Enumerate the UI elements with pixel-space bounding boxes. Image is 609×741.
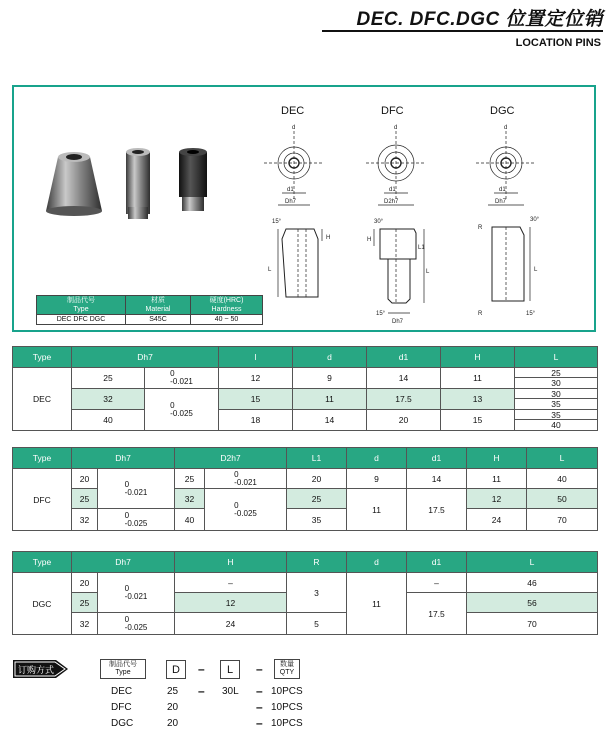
svg-text:d: d — [394, 125, 398, 131]
svg-text:H: H — [326, 235, 331, 241]
svg-text:L: L — [268, 267, 272, 273]
svg-text:Dh7: Dh7 — [495, 199, 507, 205]
drawing-label-dgc: DGC — [490, 105, 515, 117]
dfc-technical-drawing — [354, 121, 454, 331]
order-qty-box: 数量 QTY — [274, 659, 300, 679]
dgc-photo — [179, 148, 207, 211]
tolerance: 0 -0.025 — [98, 509, 175, 531]
svg-text:30°: 30° — [530, 217, 540, 223]
svg-text:L1: L1 — [418, 245, 425, 251]
svg-text:d: d — [504, 125, 508, 131]
dfc-photo — [126, 148, 150, 219]
order-badge: 订购方式 — [12, 658, 70, 680]
drawing-label-dec: DEC — [281, 105, 305, 117]
title-rule — [322, 30, 603, 32]
svg-text:15°: 15° — [526, 311, 536, 317]
dec-technical-drawing — [254, 121, 344, 331]
tolerance: 0 -0.021 — [98, 573, 175, 613]
spec-material: S45C — [126, 315, 191, 325]
svg-text:d: d — [292, 125, 296, 131]
svg-text:30°: 30° — [374, 219, 384, 225]
dgc-technical-drawing — [464, 121, 564, 331]
product-figure-panel — [12, 85, 596, 332]
dgc-dimension-table: Type Dh7 H R d d1 L DGC 20 0 -0.021 – 3 11 – 46 25 12 17.5 56 32 0 -0.025 24 5 70 — [12, 551, 598, 635]
svg-text:15°: 15° — [272, 219, 282, 225]
table-cell: 25 — [72, 368, 145, 389]
tolerance: 0 -0.025 — [205, 489, 287, 531]
product-photos — [44, 147, 244, 247]
dec-photo — [46, 152, 102, 216]
svg-text:L: L — [534, 267, 538, 273]
ordering-example: 订购方式 制品代号 Type D – L – 数量 QTY DEC 25 – 30L – 10PCS DFC 20 – 10PCS DGC 20 – 10PCS — [12, 655, 342, 735]
spec-type: DEC DFC DGC — [37, 315, 126, 325]
tolerance: 0 -0.025 — [145, 389, 219, 431]
svg-text:d1: d1 — [389, 187, 396, 193]
dec-dimension-table: Type Dh7 l d d1 H L DEC 25 0 -0.021 12 9 14 11 25 30 32 0 -0.025 15 11 17.5 13 30 35 40 18 14 20 15 35 40 — [12, 346, 598, 431]
tolerance: 0 -0.025 — [98, 613, 175, 635]
svg-text:D2h7: D2h7 — [384, 199, 399, 205]
material-spec-table: 制品代号 Type 材质 Material 硬度(HRC) Hardness DEC DFC DGC S45C 40 ~ 50 — [36, 295, 263, 325]
svg-text:15°: 15° — [376, 311, 386, 317]
order-type-box: 制品代号 Type — [100, 659, 146, 679]
dfc-type: DFC — [13, 469, 72, 531]
svg-text:d1: d1 — [287, 187, 294, 193]
svg-text:R: R — [478, 311, 483, 317]
dec-type: DEC — [13, 368, 72, 431]
svg-text:Dh7: Dh7 — [285, 199, 297, 205]
page-subtitle: LOCATION PINS — [515, 37, 601, 49]
dgc-type: DGC — [13, 573, 72, 635]
tolerance: 0 -0.021 — [205, 469, 287, 489]
page-title: DEC. DFC.DGC 位置定位销 — [356, 9, 603, 30]
dfc-dimension-table: Type Dh7 D2h7 L1 d d1 H L DFC 20 0 -0.021 25 0 -0.021 20 9 14 11 40 25 32 0 -0.025 25 11 17.5 12 50 32 0 -0.025 40 35 24 70 — [12, 447, 598, 531]
tolerance: 0 -0.021 — [145, 368, 219, 389]
svg-text:H: H — [367, 237, 372, 243]
svg-text:Dh7: Dh7 — [392, 319, 404, 325]
drawing-label-dfc: DFC — [381, 105, 404, 117]
spec-hardness: 40 ~ 50 — [191, 315, 263, 325]
order-d-box: D — [166, 660, 186, 679]
tolerance: 0 -0.021 — [98, 469, 175, 509]
order-l-box: L — [220, 660, 240, 679]
svg-text:R: R — [478, 225, 483, 231]
svg-text:L: L — [426, 269, 430, 275]
svg-text:d1: d1 — [499, 187, 506, 193]
